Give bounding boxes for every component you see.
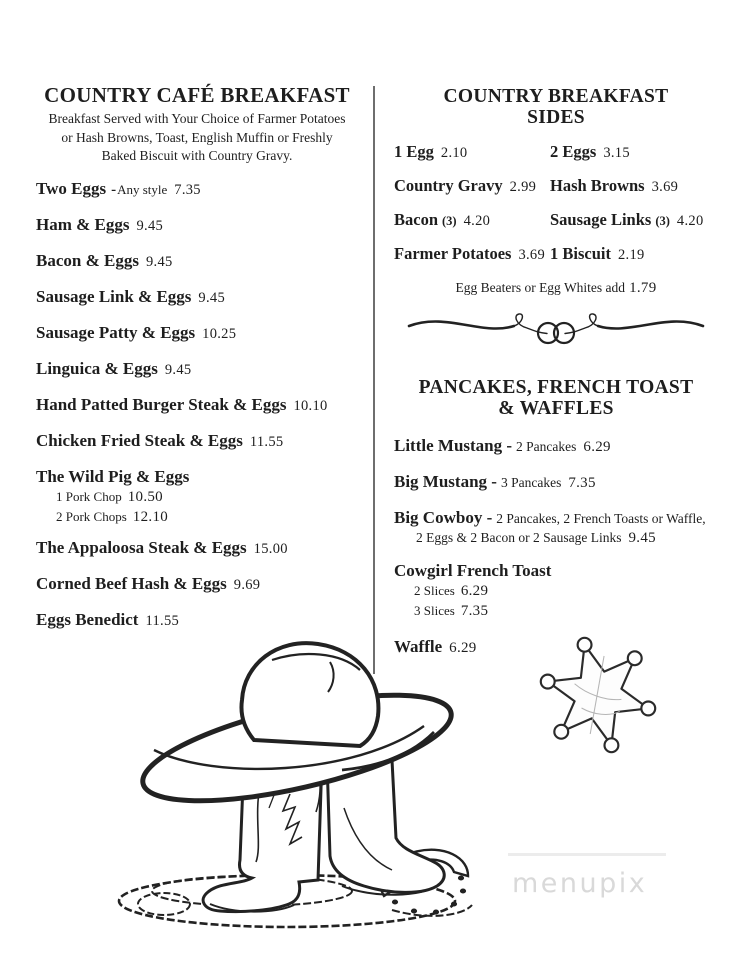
item-name: Sausage Patty & Eggs [36, 322, 196, 342]
menu-item-burger-steak-eggs [36, 395, 358, 416]
watermark-rule [508, 853, 666, 856]
item-price: 2.99 [509, 179, 537, 195]
pancakes-title-line1: PANCAKES, FRENCH TOAST [418, 377, 694, 398]
sides-title [394, 86, 718, 128]
side-item-1-biscuit [550, 244, 718, 265]
breakfast-title: COUNTRY CAFÉ BREAKFAST [44, 83, 350, 107]
item-price: 6.29 [449, 640, 477, 656]
option-price: 12.10 [132, 508, 169, 525]
sides-title-line1: COUNTRY BREAKFAST [443, 86, 669, 107]
item-price: 9.45 [145, 253, 173, 270]
item-name: Sausage Links [550, 210, 652, 229]
item-price: 9.45 [628, 530, 656, 546]
option-price: 7.35 [460, 603, 489, 619]
pancakes-title-line2: & WAFFLES [498, 398, 614, 419]
item-separator: - [111, 181, 117, 198]
menu-item-sausage-link-eggs [36, 287, 358, 308]
option-price: 10.50 [127, 488, 163, 505]
side-item-country-gravy [394, 176, 550, 197]
item-name: Bacon [394, 210, 439, 229]
item-price: 2.10 [440, 145, 468, 161]
item-name: Ham & Eggs [36, 214, 130, 234]
item-desc-line2 [416, 529, 718, 547]
item-price: 4.20 [463, 213, 491, 229]
item-price: 3.69 [518, 247, 546, 263]
cowboy-boots-hat-illustration-icon [92, 608, 482, 943]
item-name: Little Mustang - [394, 436, 513, 455]
menu-item-corned-beef-hash-eggs [36, 574, 358, 595]
item-price: 2.19 [617, 247, 645, 263]
menu-item-chicken-fried-steak-eggs [36, 431, 358, 452]
item-desc2: 2 Eggs & 2 Bacon or 2 Sausage Links [416, 530, 622, 545]
option-price: 6.29 [460, 583, 489, 599]
sheriff-star-badge-icon [533, 630, 663, 760]
item-name: 1 Biscuit [550, 244, 611, 263]
item-price: 6.29 [583, 439, 611, 455]
item-name: 2 Eggs [550, 142, 597, 161]
item-price: 7.35 [568, 475, 596, 491]
item-price: 15.00 [253, 540, 288, 557]
item-name: Hand Patted Burger Steak & Eggs [36, 394, 287, 414]
side-item-sausage-links [550, 210, 718, 231]
menu-item-bacon-eggs [36, 251, 358, 272]
item-option [414, 582, 718, 600]
menu-item-ham-eggs [36, 215, 358, 236]
swirl-divider-icon [406, 305, 706, 347]
item-name: Two Eggs [36, 178, 107, 198]
item-price: 7.35 [174, 181, 201, 198]
item-desc: 3 Pancakes [500, 475, 562, 490]
item-option [56, 508, 358, 526]
side-item-1-egg [394, 142, 550, 163]
item-name: Big Cowboy - [394, 508, 493, 527]
item-price: 11.55 [249, 433, 284, 450]
note-text: Egg Beaters or Egg Whites add [455, 280, 626, 295]
item-name: Hash Browns [550, 176, 645, 195]
item-name: Eggs Benedict [36, 609, 139, 629]
menu-item-sausage-patty-eggs [36, 323, 358, 344]
option-name: 2 Slices [414, 583, 455, 598]
item-price: 9.45 [164, 361, 192, 378]
item-name: Chicken Fried Steak & Eggs [36, 430, 243, 450]
note-price: 1.79 [629, 280, 657, 296]
item-name: Corned Beef Hash & Eggs [36, 573, 227, 593]
item-price: 4.20 [676, 213, 704, 229]
menu-item-appaloosa-steak-eggs [36, 538, 358, 559]
column-divider-line [373, 86, 375, 674]
breakfast-items [36, 179, 358, 631]
item-desc: 2 Pancakes [516, 439, 577, 454]
item-note: Any style [117, 181, 168, 197]
breakfast-intro [36, 110, 358, 166]
menu-item-wild-pig-eggs [36, 467, 358, 526]
item-desc: 2 Pancakes, 2 French Toasts or Waffle, [496, 511, 706, 526]
breakfast-section [36, 84, 358, 646]
side-item-hash-browns [550, 176, 718, 197]
item-price: 9.45 [136, 217, 164, 234]
option-name: 3 Slices [414, 603, 455, 618]
item-name: Linguica & Eggs [36, 358, 158, 378]
item-price: 10.10 [293, 397, 328, 414]
option-name: 2 Pork Chops [56, 508, 127, 524]
item-price: 9.45 [198, 289, 225, 306]
egg-substitute-note [394, 280, 718, 297]
item-name: 1 Egg [394, 142, 434, 161]
menu-item-big-cowboy [394, 507, 718, 547]
side-item-2-eggs [550, 142, 718, 163]
item-name: Country Gravy [394, 176, 503, 195]
intro-line: Baked Biscuit with Country Gravy. [101, 148, 293, 163]
item-price: 9.69 [233, 576, 261, 593]
sides-title-line2: SIDES [527, 107, 585, 128]
item-price: 10.25 [202, 325, 237, 342]
side-item-farmer-potatoes [394, 244, 550, 265]
item-qty: (3) [442, 214, 457, 228]
item-name: Big Mustang - [394, 472, 497, 491]
menu-item-little-mustang [394, 435, 718, 458]
intro-line: or Hash Browns, Toast, English Muffin or Freshly [61, 129, 333, 145]
item-qty: (3) [655, 214, 670, 228]
item-option [56, 488, 358, 506]
sides-items [394, 142, 718, 278]
item-name: Bacon & Eggs [36, 250, 139, 270]
item-name: Waffle [394, 637, 443, 656]
menu-item-big-mustang [394, 471, 718, 494]
item-name: The Appaloosa Steak & Eggs [36, 537, 247, 557]
menu-item-linguica-eggs [36, 359, 358, 380]
side-item-bacon [394, 210, 550, 231]
item-name: Sausage Link & Eggs [36, 286, 192, 306]
item-name: The Wild Pig & Eggs [36, 466, 190, 486]
option-name: 1 Pork Chop [56, 488, 122, 504]
item-name: Cowgirl French Toast [394, 561, 552, 580]
sides-and-pancakes-section [394, 86, 718, 672]
item-name: Farmer Potatoes [394, 244, 512, 263]
menupix-watermark: menupix [512, 868, 648, 899]
intro-line: Breakfast Served with Your Choice of Farmer Potatoes [48, 111, 346, 126]
item-price: 3.15 [603, 145, 630, 161]
item-price: 11.55 [145, 612, 180, 629]
pancakes-title [394, 377, 718, 419]
item-price: 3.69 [651, 179, 679, 195]
menu-item-two-eggs [36, 179, 358, 200]
